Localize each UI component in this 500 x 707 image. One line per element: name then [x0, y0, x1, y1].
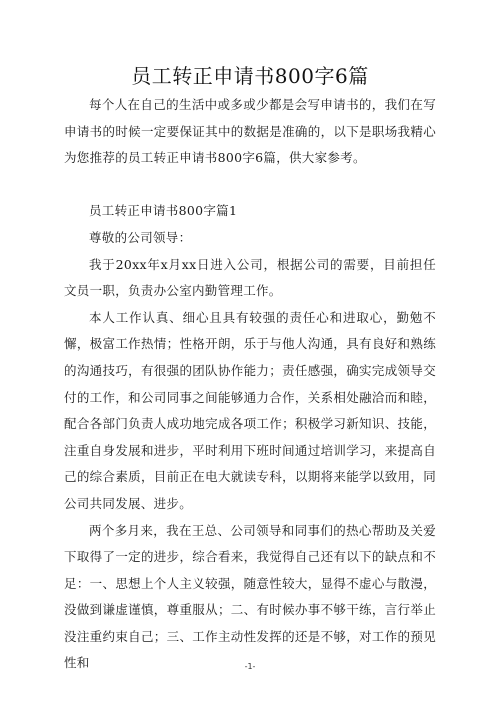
salutation: 尊敬的公司领导： [89, 229, 192, 245]
body-paragraph-1: 我于20xx年x月xx日进入公司，根据公司的需要，目前担任文员一职，负责办公室内勤管理工作。 [64, 256, 436, 299]
document-body [64, 92, 436, 677]
document-title: 员工转正申请书800字6篇 [131, 64, 369, 88]
intro-paragraph: 每个人在自己的生活中或多或少都是会写申请书的，我们在写申请书的时候一定要保证其中的数据是准确的，以下是职场我精心为您推荐的员工转正申请书800字6篇，供大家参考。 [64, 97, 436, 166]
paragraph-spacer [64, 172, 436, 199]
body-paragraph-3: 两个多月来，我在王总、公司领导和同事们的热心帮助及关爱下取得了一定的进步，综合看来，我觉得自己还有以下的缺点和不足：一、思想上个人主义较强，随意性较大，显得不虚心与散漫，没做到谦虚谨慎，尊重服从；二、有时候办事不够干练，言行举止没注重约束自己；三、工作主动性发挥的还是不够，对工作的预见性和 [64, 522, 436, 671]
page-number: -1- [244, 662, 256, 671]
section-title: 员工转正申请书800字篇1 [89, 203, 238, 219]
body-paragraph-2: 本人工作认真、细心且具有较强的责任心和进取心，勤勉不懈，极富工作热情；性格开朗，乐于与他人沟通，具有良好和熟练的沟通技巧，有很强的团队协作能力；责任感强，确实完成领导交付的工作，和公司同事之间能够通力合作，关系相处融洽而和睦，配合各部门负责人成功地完成各项工作；积极学习新知识、技能，注重自身发展和进步，平时利用下班时间通过培训学习，来提高自己的综合素质，目前正在电大就读专科，以期将来能学以致用，同公司共同发展、进步。 [64, 309, 436, 511]
